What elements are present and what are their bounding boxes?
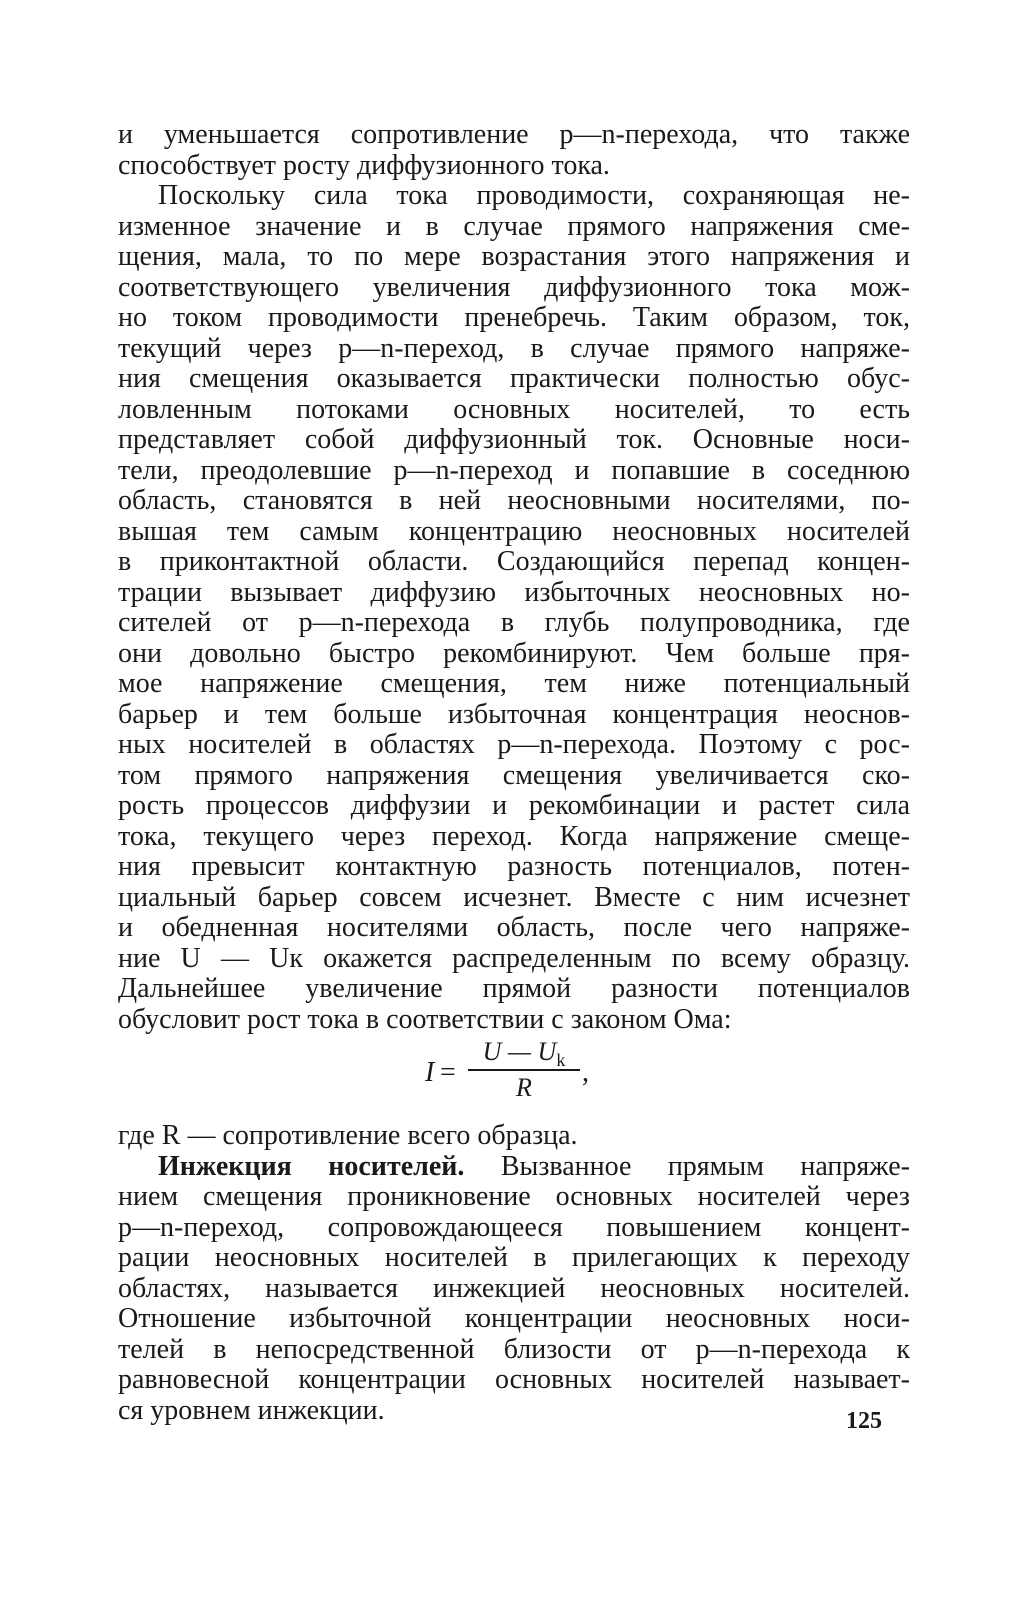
text-line: область, становятся в ней неосновными носителями, по-: [118, 485, 910, 516]
section-line: Вызванное прямым напряже-: [500, 1150, 910, 1182]
text-line: областях, называется инжекцией неосновных носителей.: [118, 1272, 910, 1304]
ohm-law-formula: [118, 1035, 910, 1121]
text-line: нием смещения проникновение основных носителей через: [118, 1181, 910, 1212]
text-line: сителей от p—n-перехода в глубь полупроводника, где: [118, 607, 910, 638]
formula-numerator: [468, 1035, 580, 1069]
text-line: ния смещения оказывается практически полностью обус-: [118, 363, 910, 394]
text-line: Отношение избыточной концентрации неосновных носи-: [118, 1303, 910, 1334]
text-line: изменное значение и в случае прямого напряжения сме-: [118, 210, 910, 242]
text-line: вышая тем самым концентрацию неосновных носителей: [118, 515, 910, 547]
text-line: способствует росту диффузионного тока.: [118, 149, 610, 181]
text-line: щения, мала, то по мере возрастания этого напряжения и: [118, 241, 910, 272]
text-line: где R — сопротивление всего образца.: [118, 1120, 578, 1151]
text-line: текущий через p—n-переход, в случае прямого напряже-: [118, 332, 910, 364]
numerator-subscript: k: [556, 1050, 566, 1071]
formula-lhs: I: [425, 1057, 435, 1088]
text-line: телей в непосредственной близости от p—n-перехода к: [118, 1333, 910, 1365]
text-line: и обедненная носителями область, после чего напряже-: [118, 912, 910, 943]
page-number: 125: [846, 1408, 882, 1434]
text-line: барьер и тем больше избыточная концентрация неоснов-: [118, 698, 910, 730]
formula-equals: =: [440, 1057, 456, 1088]
text-line: ния превысит контактную разность потенциалов, потен-: [118, 851, 910, 882]
text-line: ных носителей в областях p—n-перехода. Поэтому с рос-: [118, 729, 910, 760]
text-line: мое напряжение смещения, тем ниже потенциальный: [118, 668, 910, 699]
text-line: трации вызывает диффузию избыточных неосновных но-: [118, 576, 910, 608]
text-line: равновесной концентрации основных носителей называет-: [118, 1364, 910, 1395]
text-line: в приконтактной области. Создающийся перепад концен-: [118, 546, 910, 577]
text-line: рации неосновных носителей в прилегающих к переходу: [118, 1242, 910, 1273]
text-line: циальный барьер совсем исчезнет. Вместе с ним исчезнет: [118, 881, 910, 913]
text-line: Поскольку сила тока проводимости, сохраняющая не-: [158, 180, 910, 211]
formula-comma: ,: [582, 1057, 589, 1088]
text-line: они довольно быстро рекомбинируют. Чем больше пря-: [118, 637, 910, 669]
text-line: ся уровнем инжекции.: [118, 1394, 385, 1426]
text-line: соответствующего увеличения диффузионного тока мож-: [118, 271, 910, 303]
text-line: том прямого напряжения смещения увеличивается ско-: [118, 759, 910, 791]
text-line: p—n-переход, сопровождающееся повышением концент-: [118, 1211, 910, 1243]
page-text: [118, 120, 910, 1426]
formula-fraction: [468, 1035, 580, 1105]
text-line: тока, текущего через переход. Когда напряжение смеще-: [118, 820, 910, 852]
section-first-line: [118, 1152, 910, 1183]
section-heading: Инжекция носителей.: [158, 1150, 465, 1182]
text-line: ние U — Uк окажется распределенным по всему образцу.: [118, 942, 910, 974]
formula-denominator: R: [516, 1073, 532, 1102]
text-line: Дальнейшее увеличение прямой разности потенциалов: [118, 973, 910, 1004]
text-line: тели, преодолевшие p—n-переход и попавшие в соседнюю: [118, 454, 910, 486]
text-line: и уменьшается сопротивление p—n-перехода, что также: [118, 119, 910, 150]
text-line: рость процессов диффузии и рекомбинации и растет сила: [118, 790, 910, 821]
text-line: ловленным потоками основных носителей, то есть: [118, 393, 910, 425]
text-line: представляет собой диффузионный ток. Основные носи-: [118, 424, 910, 455]
numerator-text: U — U: [482, 1037, 557, 1066]
text-line: но током проводимости пренебречь. Таким образом, ток,: [118, 302, 910, 333]
text-line: обусловит рост тока в соответствии с законом Ома:: [118, 1003, 732, 1035]
